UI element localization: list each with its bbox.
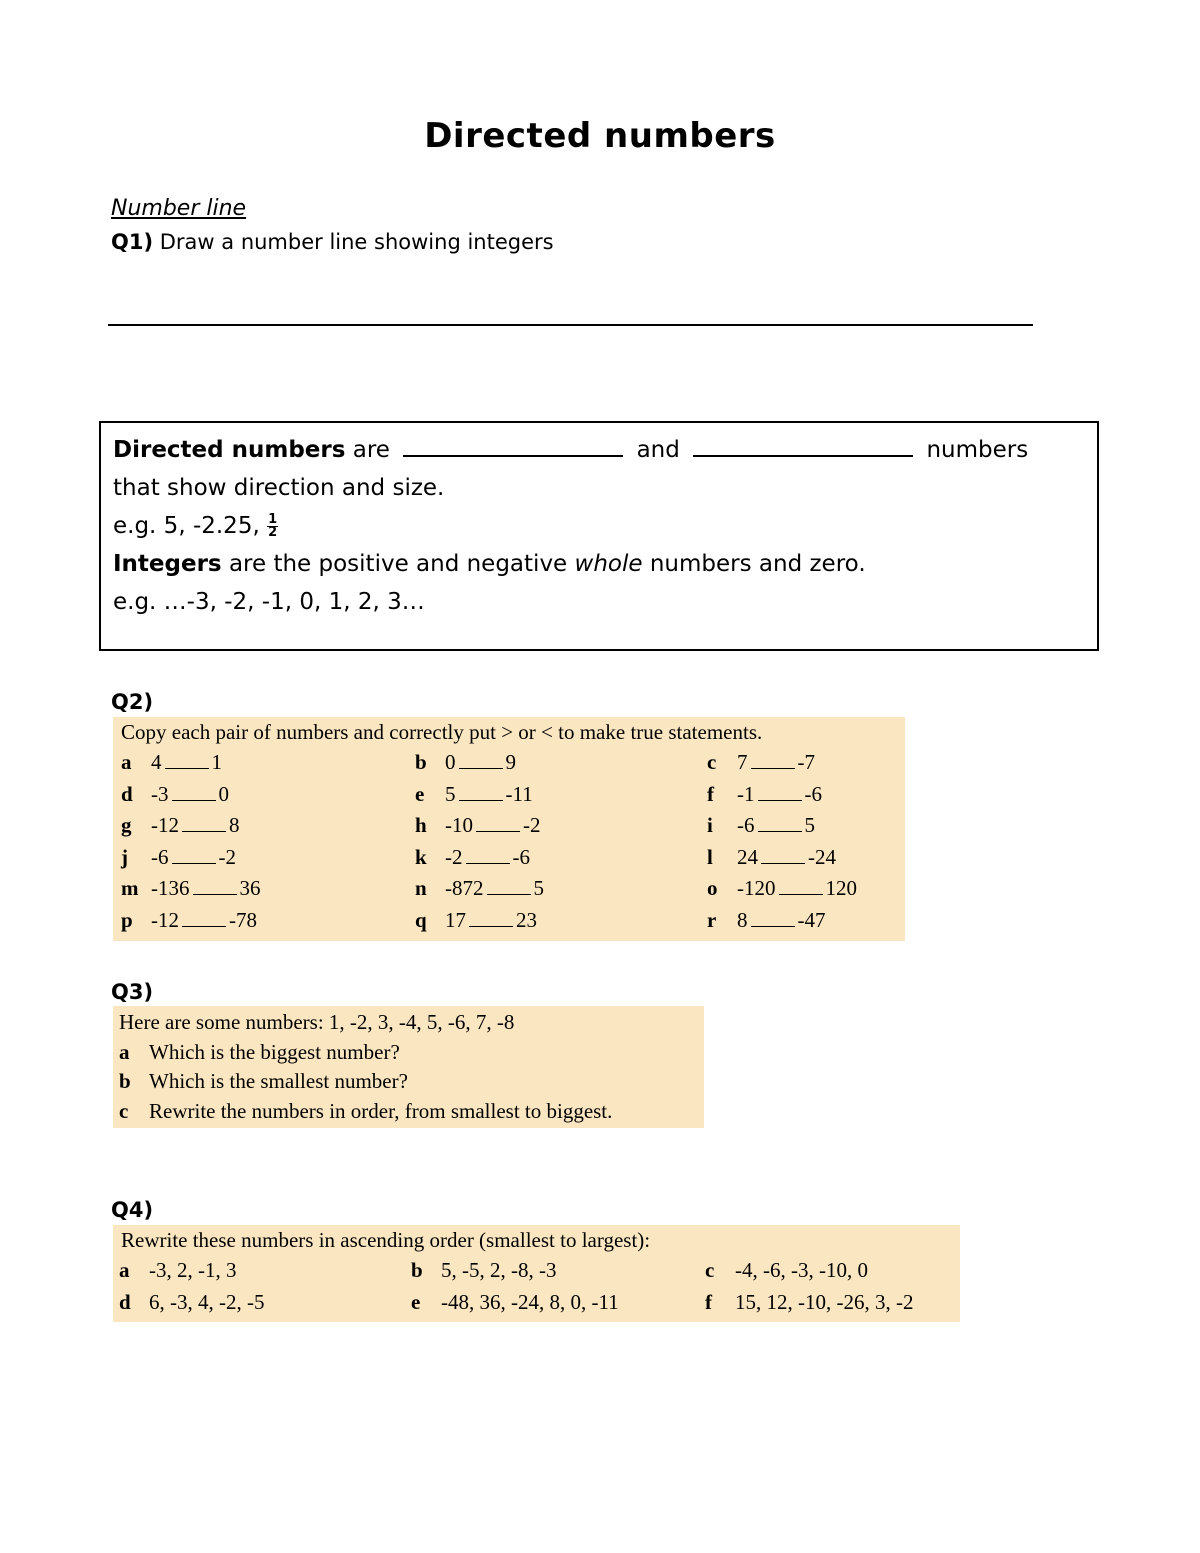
fraction-numerator: 1 xyxy=(268,512,278,527)
q2-item xyxy=(707,873,857,905)
q2-item xyxy=(121,905,257,937)
fill-in-blank-1[interactable] xyxy=(403,435,623,457)
q2-item-letter: m xyxy=(121,876,139,900)
q3-item-letter: a xyxy=(119,1039,130,1064)
q4-item-numbers: -4, -6, -3, -10, 0 xyxy=(735,1258,868,1282)
q2-answer-blank[interactable] xyxy=(193,876,237,895)
q2-item-second-number: 36 xyxy=(239,876,261,900)
q4-item xyxy=(119,1287,264,1319)
fraction-one-half xyxy=(267,514,278,539)
question-3-panel xyxy=(113,1006,704,1128)
q2-item-second-number: -78 xyxy=(229,907,257,932)
q2-item-second-number: 120 xyxy=(825,876,857,900)
q2-item-first-number: 0 xyxy=(445,750,456,774)
example-1-text: e.g. 5, -2.25, xyxy=(113,513,260,539)
q2-answer-blank[interactable] xyxy=(459,782,503,801)
q4-item-numbers: 15, 12, -10, -26, 3, -2 xyxy=(735,1289,914,1314)
q2-item xyxy=(415,842,530,874)
q2-item-first-number: -6 xyxy=(737,813,755,837)
question-3-intro: Here are some numbers: 1, -2, 3, -4, 5, -6, 7, -8 xyxy=(119,1010,515,1034)
q3-item xyxy=(113,1067,704,1097)
q4-item-numbers: 5, -5, 2, -8, -3 xyxy=(441,1258,557,1282)
fraction-denominator: 2 xyxy=(268,525,278,540)
q2-answer-blank[interactable] xyxy=(172,845,216,864)
q4-item-letter: b xyxy=(411,1258,423,1282)
q2-row xyxy=(113,842,905,874)
question-1-text: Draw a number line showing integers xyxy=(159,230,554,254)
q2-item xyxy=(121,842,236,874)
q2-item xyxy=(121,873,261,905)
q2-item-second-number: 23 xyxy=(516,907,537,932)
q4-item xyxy=(411,1255,556,1287)
q2-item xyxy=(707,747,815,779)
q2-item-second-number: -47 xyxy=(797,907,826,932)
question-4-instruction: Rewrite these numbers in ascending order (smallest to largest): xyxy=(121,1228,651,1252)
q2-item-second-number: 9 xyxy=(505,750,516,774)
fill-in-blank-2[interactable] xyxy=(693,435,913,457)
q2-item-letter: k xyxy=(415,844,427,869)
q2-item-first-number: -12 xyxy=(151,813,179,837)
q3-item-text: Rewrite the numbers in order, from smallest to biggest. xyxy=(149,1098,613,1123)
q4-item-numbers: -48, 36, -24, 8, 0, -11 xyxy=(441,1289,619,1314)
q2-item-letter: q xyxy=(415,907,427,932)
q3-item-letter: c xyxy=(119,1098,129,1123)
q2-item-letter: d xyxy=(121,781,133,806)
q2-item xyxy=(415,810,541,842)
q2-item-letter: o xyxy=(707,876,718,900)
q2-answer-blank[interactable] xyxy=(182,908,226,927)
q2-item-letter: i xyxy=(707,813,713,837)
question-4-label: Q4) xyxy=(111,1198,154,1222)
q2-item-letter: e xyxy=(415,781,425,806)
q3-item xyxy=(113,1038,704,1068)
definition-word-and: and xyxy=(636,437,680,463)
q4-item xyxy=(119,1255,237,1287)
q4-row xyxy=(113,1255,960,1287)
q2-answer-blank[interactable] xyxy=(476,813,520,832)
q2-item-letter: c xyxy=(707,750,717,774)
q4-item-letter: a xyxy=(119,1258,130,1282)
integers-definition-part-a: are the positive and negative xyxy=(228,551,568,577)
question-3-items xyxy=(113,1038,704,1127)
q4-item xyxy=(411,1287,619,1319)
q2-item xyxy=(707,779,822,811)
q2-answer-blank[interactable] xyxy=(758,782,802,801)
q2-item xyxy=(707,810,815,842)
q2-row xyxy=(113,779,905,811)
q2-answer-blank[interactable] xyxy=(182,813,226,832)
q2-item-first-number: -872 xyxy=(445,876,484,900)
question-2-instruction: Copy each pair of numbers and correctly put > or < to make true statements. xyxy=(121,720,763,744)
q2-answer-blank[interactable] xyxy=(751,750,795,769)
definition-word-are: are xyxy=(352,437,390,463)
question-2-label: Q2) xyxy=(111,690,154,714)
q2-item-second-number: 0 xyxy=(218,781,229,806)
integers-definition-part-b: numbers and zero. xyxy=(649,551,866,577)
q2-row xyxy=(113,747,905,779)
q2-item-letter: g xyxy=(121,813,132,837)
q2-item-second-number: -24 xyxy=(808,844,836,869)
q2-item-second-number: -6 xyxy=(512,844,530,869)
definition-example-1 xyxy=(113,507,1085,545)
q2-item-letter: n xyxy=(415,876,427,900)
section-heading-number-line: Number line xyxy=(111,196,247,221)
q2-item-first-number: -6 xyxy=(151,844,169,869)
q2-answer-blank[interactable] xyxy=(172,782,216,801)
q4-item-letter: c xyxy=(705,1258,715,1282)
q2-item-second-number: -11 xyxy=(505,781,533,806)
definition-example-2: e.g. …-3, -2, -1, 0, 1, 2, 3… xyxy=(113,589,425,615)
q2-item-second-number: 8 xyxy=(229,813,240,837)
q2-item-first-number: -3 xyxy=(151,781,169,806)
q2-item-letter: b xyxy=(415,750,427,774)
q2-answer-blank[interactable] xyxy=(779,876,823,895)
q2-item-first-number: 7 xyxy=(737,750,748,774)
q2-answer-blank[interactable] xyxy=(751,908,795,927)
question-3-label: Q3) xyxy=(111,980,154,1004)
term-integers: Integers xyxy=(113,551,222,577)
q2-row xyxy=(113,873,905,905)
q2-item-first-number: 8 xyxy=(737,907,748,932)
q2-item-letter: r xyxy=(707,907,717,932)
q2-answer-blank[interactable] xyxy=(761,845,805,864)
definition-line-2: that show direction and size. xyxy=(113,475,445,501)
q2-answer-blank[interactable] xyxy=(758,813,802,832)
q2-item-first-number: 4 xyxy=(151,750,162,774)
q3-item xyxy=(113,1097,704,1127)
q2-answer-blank[interactable] xyxy=(165,750,209,769)
q2-item-second-number: -2 xyxy=(218,844,236,869)
q2-item-second-number: 5 xyxy=(533,876,544,900)
q2-item-letter: a xyxy=(121,750,132,774)
q2-item-first-number: -10 xyxy=(445,813,473,837)
q4-item-numbers: -3, 2, -1, 3 xyxy=(149,1258,237,1282)
definition-word-numbers: numbers xyxy=(926,437,1029,463)
q2-item-first-number: -1 xyxy=(737,781,755,806)
q2-item-first-number: -120 xyxy=(737,876,776,900)
q2-answer-blank[interactable] xyxy=(469,908,513,927)
q2-item xyxy=(415,747,516,779)
q4-item-letter: e xyxy=(411,1289,421,1314)
question-4-grid xyxy=(113,1255,960,1318)
q2-item xyxy=(707,905,826,937)
q2-answer-blank[interactable] xyxy=(487,876,531,895)
q2-item-letter: h xyxy=(415,813,427,837)
q2-item xyxy=(707,842,836,874)
definition-line-1 xyxy=(113,431,1085,469)
q3-item-letter: b xyxy=(119,1069,131,1093)
q2-item-second-number: -2 xyxy=(523,813,541,837)
page-title: Directed numbers xyxy=(424,116,776,156)
q2-item-first-number: -136 xyxy=(151,876,190,900)
q2-item xyxy=(121,747,222,779)
q2-item xyxy=(121,779,229,811)
term-directed-numbers: Directed numbers xyxy=(113,437,346,463)
q2-answer-blank[interactable] xyxy=(466,845,510,864)
q2-item-second-number: 5 xyxy=(804,813,815,837)
q2-item xyxy=(415,779,533,811)
question-2-grid xyxy=(113,747,905,936)
q4-row xyxy=(113,1287,960,1319)
q2-item xyxy=(121,810,240,842)
q2-row xyxy=(113,905,905,937)
q4-item-numbers: 6, -3, 4, -2, -5 xyxy=(149,1289,265,1314)
q2-item-letter: p xyxy=(121,907,133,932)
q2-item-letter: j xyxy=(121,844,128,869)
q2-item-first-number: 24 xyxy=(737,844,758,869)
integers-definition-whole: whole xyxy=(574,551,643,577)
question-1-label: Q1) xyxy=(111,230,154,254)
q2-item xyxy=(415,873,544,905)
q2-item-first-number: 17 xyxy=(445,907,466,932)
q4-item-letter: f xyxy=(705,1289,712,1314)
question-1 xyxy=(111,230,554,254)
q2-item-second-number: -7 xyxy=(797,750,815,774)
q2-item-second-number: 1 xyxy=(211,750,222,774)
q2-item-second-number: -6 xyxy=(804,781,822,806)
question-2-panel xyxy=(113,717,905,941)
q2-item-first-number: -2 xyxy=(445,844,463,869)
question-4-panel xyxy=(113,1225,960,1322)
q3-item-text: Which is the biggest number? xyxy=(149,1039,400,1064)
q2-item-letter: l xyxy=(707,844,713,869)
q4-item xyxy=(705,1287,913,1319)
q2-answer-blank[interactable] xyxy=(459,750,503,769)
q2-item-letter: f xyxy=(707,781,714,806)
q2-item xyxy=(415,905,537,937)
q2-item-first-number: 5 xyxy=(445,781,456,806)
definition-box xyxy=(99,421,1099,651)
q2-item-first-number: -12 xyxy=(151,907,179,932)
definition-line-4 xyxy=(113,545,1085,583)
number-line-answer-line xyxy=(108,324,1033,326)
q4-item-letter: d xyxy=(119,1289,131,1314)
q4-item xyxy=(705,1255,868,1287)
q3-item-text: Which is the smallest number? xyxy=(149,1069,408,1093)
q2-row xyxy=(113,810,905,842)
